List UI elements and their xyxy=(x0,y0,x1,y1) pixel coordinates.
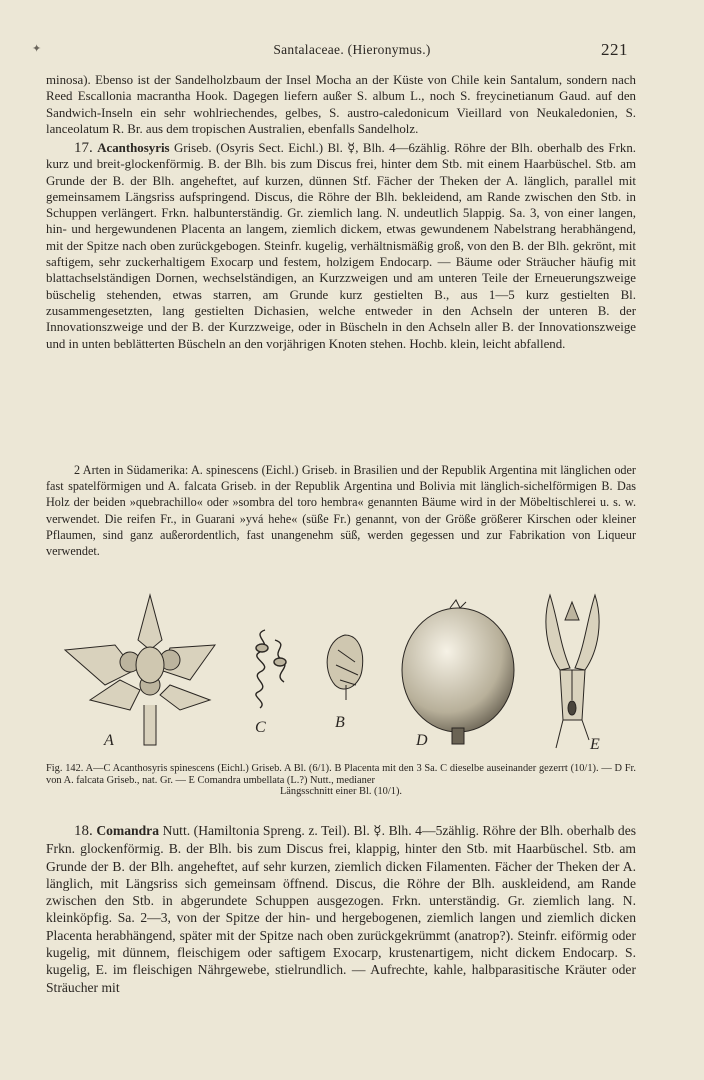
running-head: Santalaceae. (Hieronymus.) xyxy=(273,42,431,57)
genus-description: Nutt. (Hamiltonia Spreng. z. Teil). Bl. ☿. Blh. 4—5zählig. Röhre der Blh. oberhalb des Frkn. glockenförmig. B. der Blh. bis zum Discus frei, klappig, hinter den Stb. mit Haarbüschel. Stb. am Grunde der B. der Blh. angeheftet, auf sehr kurzen, ziemlich dicken Filamenten. Fächer der Theken der A. länglich, mit Längsriss sich gemeinsam öffnend. Discus, die Röhre der Blh. auskleidend, am Rande zwischen den Stb. in abgerundete Schuppen ausgezogen. Frkn. unterständig. Gr. ziemlich lang. N. kleinköpfig. Sa. 2—3, von der Spitze der hin- und hergebogenen, ziemlich langen und ziemlich dicken Placenta herabhängend, später mit der Spitze nach oben zurückgekrümmt (anatrop?). Steinfr. eiförmig oder kugelig, mit dünnem, fleischigem oder saftigem Exocarp, krustenartigem, nicht dickem Endocarp. S. kugelig, E. im fleischigen Nährgewebe, stielrundlich. — Aufrechte, kahle, halbparasitische Kräuter oder Sträucher mit xyxy=(46,823,637,995)
species-text: 2 Arten in Südamerika: A. spinescens (Eichl.) Griseb. in Brasilien und der Republik Argentina mit länglichen oder fast spatelförmigen und A. falcata Griseb. in der Republik Argentina und Bolivia mit länglich-sichelförmigen B. Das Holz der beiden »quebrachillo« oder »sombra del toro hembra« genannten Bäume wird in der Möbeltischlerei u. s. w. verwendet. Die reifen Fr., in Guarani »yvá hehe« (süße Fr.) genannt, von der Größe größerer Kirschen oder kleiner Pflaumen, sind ganz außerordentlich, fast unangenehm süß, werden gegessen und zur Fabrikation von Liqueur verwendet. xyxy=(46,463,636,559)
genus-comandra-paragraph xyxy=(46,822,636,996)
genus-number: 18. xyxy=(74,823,93,839)
figure-label-d: D xyxy=(416,732,428,749)
genus-acanthosyris-paragraph xyxy=(46,140,636,352)
figure-caption-text: Fig. 142. A—C Acanthosyris spinescens (Eichl.) Griseb. A Bl. (6/1). B Placenta mit den 3 Sa. C dieselbe auseinander gezerrt (10/1). — D Fr. von A. falcata Griseb., nat. Gr. — E Comandra umbellata (L.?) Nutt., medianer xyxy=(46,763,636,786)
intro-text: minosa). Ebenso ist der Sandelholzbaum der Insel Mocha an der Küste von Chile kein Santalum, sondern nach Reed Escallonia macrantha Hook. Dagegen liefern außer S. album L., noch S. freycinetianum Gaud. auf den Sandwich-Inseln ein sehr wohlriechendes, gelbes, S. austro-caledonicum Vieillard von Neukaledonien, S. lanceolatum R. Br. aus dem tropischen Australien, ebenfalls Sandelholz. xyxy=(46,73,636,136)
genus-comandra-section xyxy=(46,822,636,996)
genus-name: Comandra xyxy=(96,823,159,838)
page-number: 221 xyxy=(601,40,628,59)
genus-name: Acanthosyris xyxy=(97,141,170,155)
page-header xyxy=(0,40,704,60)
botanical-illustration xyxy=(60,590,640,760)
figure-label-e: E xyxy=(590,736,600,753)
placenta-drawing-b xyxy=(327,635,363,700)
figure-label-c: C xyxy=(255,719,266,736)
figure-caption-last-line: Längsschnitt einer Bl. (10/1). xyxy=(279,786,403,798)
genus-description: Griseb. (Osyris Sect. Eichl.) Bl. ☿, Blh. 4—6zählig. Röhre der Blh. oberhalb des Frkn. kurz und breit-glockenförmig. B. der Blh. bis zum Discus frei, hinter dem Stb. mit einem Haarbüschel. Stb. am Grunde der B. der Blh. angeheftet, auf kurzen, dünnen Stf. Fächer der Theken der A. länglich, parallel mit gemeinsamem Längsriss aufspringend. Discus, die Röhre der Blh. bekleidend, am Rande zwischen den Stb. in Schuppen verlängert. Frkn. halbunterständig. Gr. ziemlich lang. N. undeutlich 5lappig. Sa. 3, von einer langen, hin- und hergewundenen Placenta an langem, ziemlich dickem, etwas gewundenem Nabelstrang herabhängend, mit der Spitze nach oben zurückgebogen. Steinfr. kugelig, verhältnismäßig groß, von den B. der Blh. gekrönt, mit saftigem, sehr zuckerhaltigem Exocarp und festem, holzigem Endocarp. — Bäume oder Sträucher häufig mit blattachselständigen Dornen, wechselständigen, an Kurzzweigen und am unteren Teile der Erneuerungszweige büschelig stehenden, etwas starren, am Grunde kurz gestielten B., aus 1—5 kurz gestielten Bl. zusammengesetzten, lang gestielten Dichasien, welche entweder in den Achseln der unteren B. der Innovationszweige und der B. der Kurzzweige, oder in Büscheln in den Achseln aller B. der Innovationszweige und in unten beblätterten Büscheln an den vorjährigen Knoten stehen. Hochb. klein, leicht abfallend. xyxy=(46,141,636,351)
margin-mark: ✦ xyxy=(32,43,42,55)
fruit-drawing-d xyxy=(402,600,514,744)
figure-caption xyxy=(46,763,636,798)
flower-drawing-a xyxy=(65,595,215,745)
species-paragraph xyxy=(46,462,636,559)
figure-label-b: B xyxy=(335,714,345,731)
genus-number: 17. xyxy=(74,140,93,156)
flower-section-drawing-e xyxy=(546,595,599,748)
figure-label-a: A xyxy=(104,732,114,749)
intro-paragraph xyxy=(46,72,636,137)
genus-acanthosyris-section xyxy=(46,140,636,352)
placenta-drawing-c xyxy=(256,630,286,708)
figure-142 xyxy=(60,590,640,760)
